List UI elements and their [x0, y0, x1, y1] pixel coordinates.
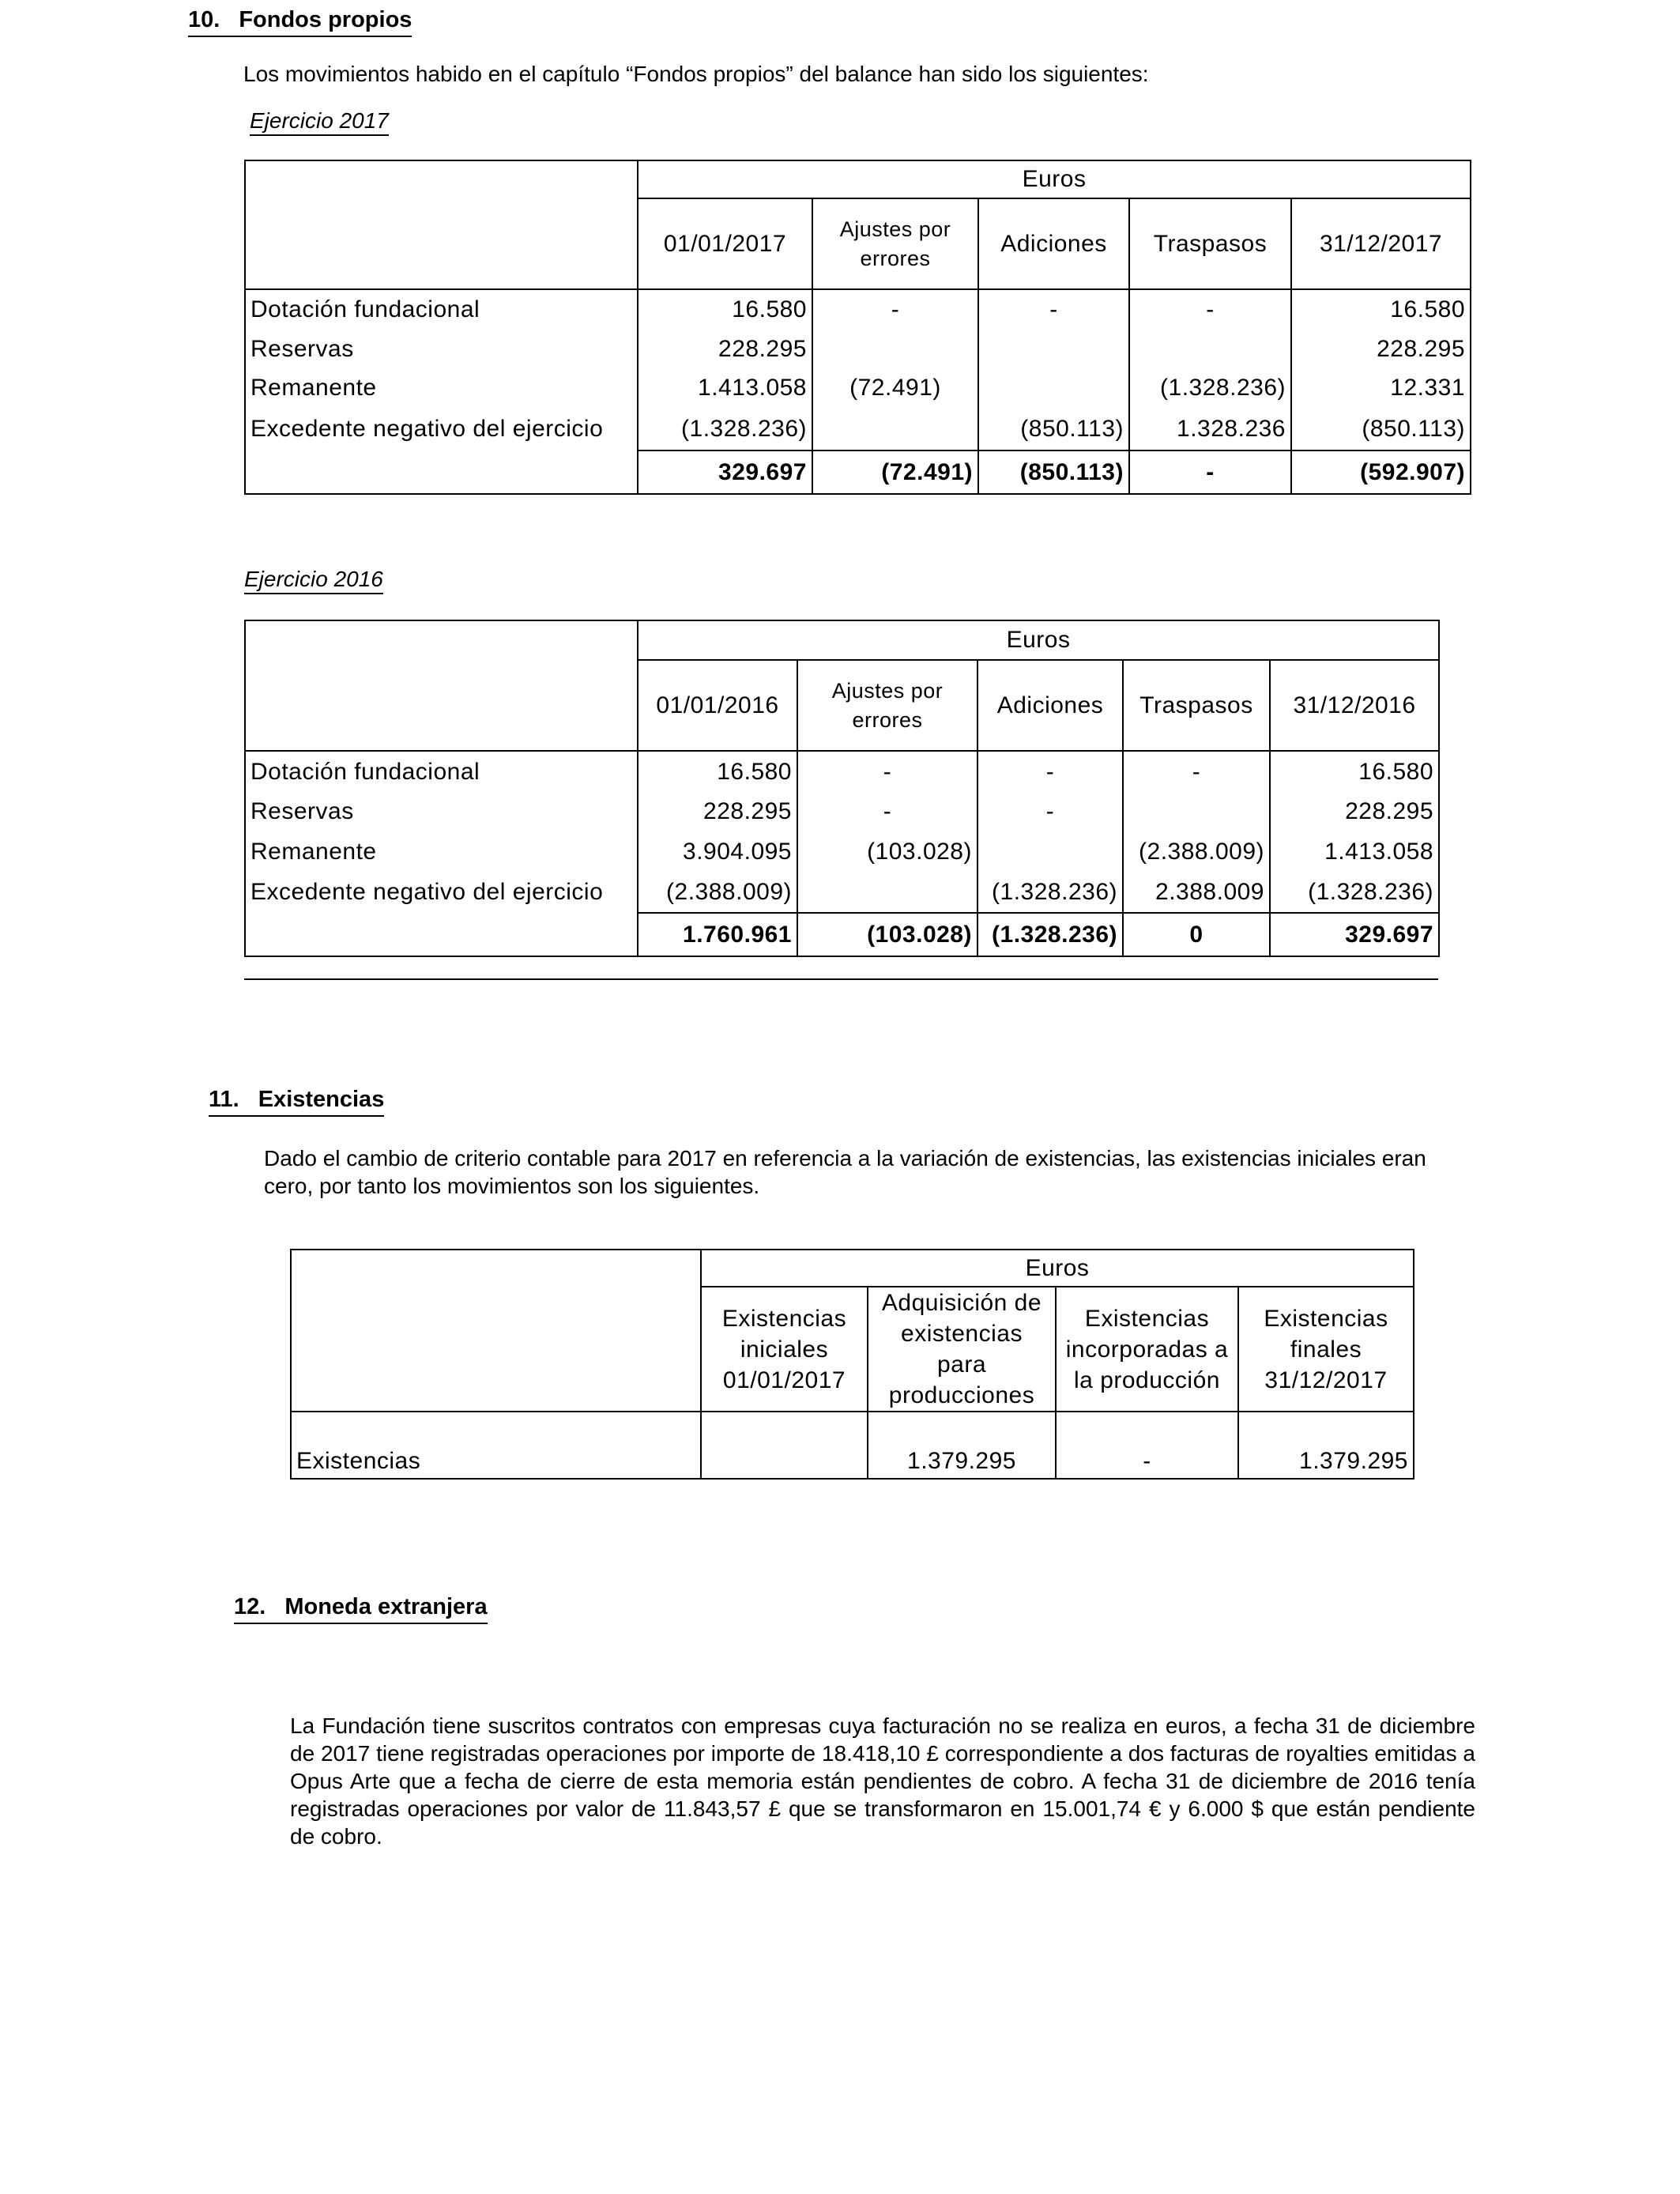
- cell-value: (1.328.236): [1270, 872, 1439, 913]
- cell-value: [977, 831, 1123, 872]
- cell-value: 3.904.095: [638, 831, 797, 872]
- cell-value: [797, 872, 977, 913]
- section-11-number: 11.: [209, 1087, 239, 1112]
- existencias-col-header: Existencias incorporadas a la producción: [1056, 1287, 1238, 1412]
- table-2017-col-header: 01/01/2017: [638, 198, 812, 289]
- total-value: 0: [1123, 913, 1270, 956]
- table-row: [245, 751, 1439, 792]
- total-value: 329.697: [638, 450, 812, 494]
- existencias-corner: [291, 1250, 701, 1412]
- cell-value: -: [977, 751, 1123, 792]
- fondos-propios-2016-table: [244, 620, 1440, 957]
- section-10-number: 10.: [188, 7, 220, 32]
- section-10-title: Fondos propios: [239, 7, 412, 32]
- total-value: 329.697: [1270, 913, 1439, 956]
- table-2017-group-header: Euros: [638, 160, 1471, 198]
- table-2017-col-header: Adiciones: [978, 198, 1129, 289]
- row-label: Excedente negativo del ejercicio: [245, 408, 638, 450]
- section-11-intro: Dado el cambio de criterio contable para 2017 en referencia a la variación de existencias, las existencias iniciales eran cero, por tanto los movimientos son los siguientes.: [264, 1146, 1426, 1198]
- cell-value: 2.388.009: [1123, 872, 1270, 913]
- total-value: (1.328.236): [977, 913, 1123, 956]
- cell-value: 16.580: [1270, 751, 1439, 792]
- table-2016-subtitle: Ejercicio 2016: [244, 566, 383, 594]
- total-value: -: [1129, 450, 1291, 494]
- cell-value: (850.113): [978, 408, 1129, 450]
- row-label: Existencias: [291, 1412, 701, 1479]
- cell-value: 16.580: [1291, 289, 1471, 330]
- total-value: (103.028): [797, 913, 977, 956]
- cell-value: -: [977, 792, 1123, 831]
- table-row: [245, 330, 1471, 368]
- cell-value: [978, 330, 1129, 368]
- row-label: Reservas: [245, 330, 638, 368]
- table-2016-col-header: 31/12/2016: [1270, 660, 1439, 751]
- cell-value: (850.113): [1291, 408, 1471, 450]
- existencias-table: [290, 1249, 1414, 1480]
- table-row: [245, 872, 1439, 913]
- section-10-intro: Los movimientos habido en el capítulo “Fondos propios” del balance han sido los siguientes:: [243, 62, 1149, 86]
- cell-value: 1.379.295: [868, 1412, 1056, 1479]
- table-row: [245, 289, 1471, 330]
- cell-value: 16.580: [638, 751, 797, 792]
- table-row: [245, 368, 1471, 408]
- row-label: Dotación fundacional: [245, 289, 638, 330]
- cell-value: (1.328.236): [977, 872, 1123, 913]
- table-2016-group-header: Euros: [638, 620, 1439, 660]
- table-2016-col-header: 01/01/2016: [638, 660, 797, 751]
- table-2017-subtitle: Ejercicio 2017: [250, 107, 389, 136]
- row-label: Excedente negativo del ejercicio: [245, 872, 638, 913]
- section-12-heading: [234, 1593, 488, 1624]
- cell-value: [812, 408, 978, 450]
- total-value: (592.907): [1291, 450, 1471, 494]
- cell-value: 1.413.058: [638, 368, 812, 408]
- cell-value: -: [1129, 289, 1291, 330]
- row-label: Reservas: [245, 792, 638, 831]
- cell-value: (72.491): [812, 368, 978, 408]
- section-10-heading: [188, 6, 412, 37]
- cell-value: -: [797, 751, 977, 792]
- total-value: (72.491): [812, 450, 978, 494]
- table-2017-col-header: 31/12/2017: [1291, 198, 1471, 289]
- table-2016-col-header: Adiciones: [977, 660, 1123, 751]
- table-2016-col-header: Ajustes por errores: [797, 660, 977, 751]
- table-2016-double-underline: [244, 978, 1438, 980]
- existencias-col-header: Existencias iniciales 01/01/2017: [701, 1287, 868, 1412]
- fondos-propios-2017-table: [244, 160, 1471, 495]
- cell-value: -: [812, 289, 978, 330]
- table-2017-col-header: Ajustes por errores: [812, 198, 978, 289]
- existencias-col-header: Adquisición de existencias para producciones: [868, 1287, 1056, 1412]
- total-label-empty: [245, 913, 638, 956]
- cell-value: [978, 368, 1129, 408]
- cell-value: 16.580: [638, 289, 812, 330]
- cell-value: 1.379.295: [1238, 1412, 1414, 1479]
- table-total-row: [245, 450, 1471, 494]
- table-row: [245, 831, 1439, 872]
- cell-value: 1.413.058: [1270, 831, 1439, 872]
- cell-value: (1.328.236): [638, 408, 812, 450]
- cell-value: 228.295: [638, 330, 812, 368]
- cell-value: (2.388.009): [1123, 831, 1270, 872]
- cell-value: 12.331: [1291, 368, 1471, 408]
- cell-value: [1123, 792, 1270, 831]
- table-2017-corner: [245, 160, 638, 289]
- section-11-title: Existencias: [258, 1087, 385, 1112]
- row-label: Remanente: [245, 368, 638, 408]
- cell-value: [1129, 330, 1291, 368]
- table-total-row: [245, 913, 1439, 956]
- section-12-number: 12.: [234, 1594, 266, 1619]
- section-12-body: La Fundación tiene suscritos contratos con empresas cuya facturación no se realiza en euros, a fecha 31 de diciembre de 2017 tiene registradas operaciones por importe de 18.418,10 £ correspondiente a dos facturas de royalties emitidas a Opus Arte que a fecha de cierre de esta memoria están pendientes de cobro. A fecha 31 de diciembre de 2016 tenía registradas operaciones por valor de 11.843,57 £ que se transformaron en 15.001,74 € y 6.000 $ que están pendiente de cobro.: [290, 1713, 1475, 1849]
- total-value: 1.760.961: [638, 913, 797, 956]
- table-row: [245, 408, 1471, 450]
- table-row: [291, 1412, 1414, 1479]
- section-12-title: Moneda extranjera: [284, 1594, 488, 1619]
- row-label: Remanente: [245, 831, 638, 872]
- cell-value: -: [797, 792, 977, 831]
- cell-value: 228.295: [1291, 330, 1471, 368]
- existencias-col-header: Existencias finales 31/12/2017: [1238, 1287, 1414, 1412]
- cell-value: -: [1056, 1412, 1238, 1479]
- cell-value: (103.028): [797, 831, 977, 872]
- table-row: [245, 792, 1439, 831]
- cell-value: (1.328.236): [1129, 368, 1291, 408]
- total-label-empty: [245, 450, 638, 494]
- total-value: (850.113): [978, 450, 1129, 494]
- cell-value: [812, 330, 978, 368]
- cell-value: (2.388.009): [638, 872, 797, 913]
- cell-value: 228.295: [1270, 792, 1439, 831]
- table-2016-corner: [245, 620, 638, 751]
- cell-value: -: [1123, 751, 1270, 792]
- cell-value: 1.328.236: [1129, 408, 1291, 450]
- section-11-heading: [209, 1086, 384, 1117]
- table-2016-col-header: Traspasos: [1123, 660, 1270, 751]
- table-2017-col-header: Traspasos: [1129, 198, 1291, 289]
- cell-value: [701, 1412, 868, 1479]
- existencias-group-header: Euros: [701, 1250, 1414, 1287]
- cell-value: 228.295: [638, 792, 797, 831]
- cell-value: -: [978, 289, 1129, 330]
- row-label: Dotación fundacional: [245, 751, 638, 792]
